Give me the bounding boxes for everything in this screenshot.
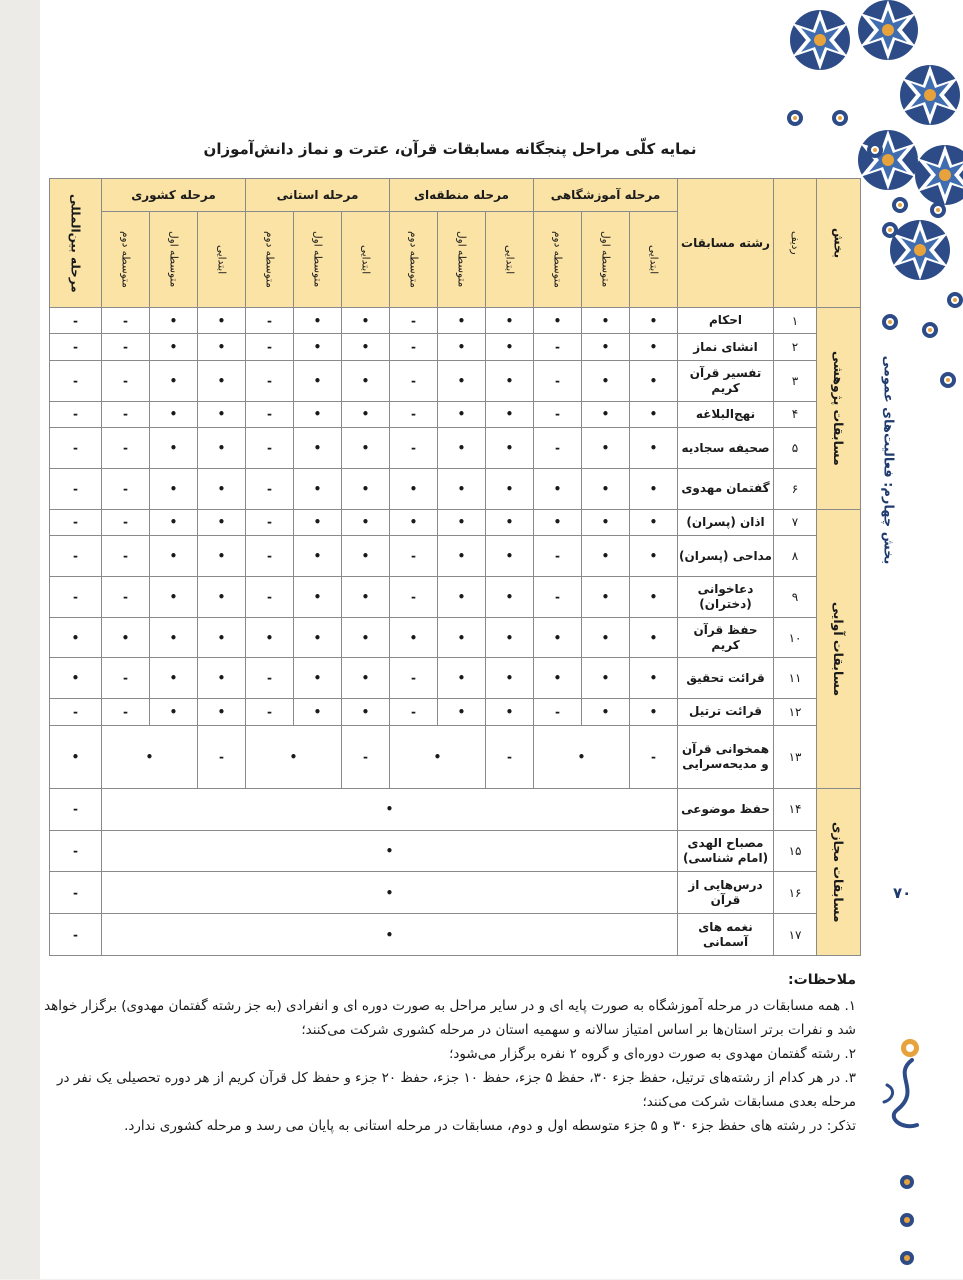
table-cell: • <box>198 617 246 658</box>
table-cell: • <box>342 576 390 617</box>
table-cell: - <box>102 509 150 535</box>
table-cell: • <box>342 617 390 658</box>
table-cell: • <box>582 360 630 401</box>
table-cell: • <box>342 536 390 577</box>
table-cell: • <box>630 428 678 469</box>
table-cell: • <box>150 576 198 617</box>
table-cell: - <box>50 360 102 401</box>
notes-section <box>44 968 856 1138</box>
table-cell: - <box>50 576 102 617</box>
table-cell: - <box>246 658 294 699</box>
table-cell: - <box>246 536 294 577</box>
competition-stages-table <box>49 178 861 956</box>
table-cell: • <box>486 576 534 617</box>
header-field: رشته مسابقات <box>678 179 774 308</box>
table-cell: - <box>390 360 438 401</box>
table-cell: • <box>582 576 630 617</box>
row-number: ۱۴ <box>774 788 817 830</box>
table-cell: • <box>582 536 630 577</box>
table-cell: - <box>246 576 294 617</box>
table-row <box>50 360 861 401</box>
field-name: قرائت ترتیل <box>678 699 774 725</box>
table-cell: • <box>582 658 630 699</box>
table-cell: • <box>246 725 342 788</box>
table-cell: • <box>630 617 678 658</box>
table-cell: • <box>438 536 486 577</box>
table-cell: - <box>534 536 582 577</box>
table-cell: • <box>342 360 390 401</box>
header-level: متوسطه اول <box>150 212 198 308</box>
table-row <box>50 536 861 577</box>
table-cell: - <box>246 509 294 535</box>
table-cell: • <box>198 334 246 360</box>
table-cell: • <box>294 308 342 334</box>
field-name: اذان (پسران) <box>678 509 774 535</box>
table-cell: • <box>342 658 390 699</box>
table-cell: • <box>198 401 246 427</box>
table-cell: • <box>150 334 198 360</box>
table-cell: • <box>342 509 390 535</box>
table-cell: - <box>534 428 582 469</box>
merged-stage-cell: • <box>102 830 678 872</box>
table-cell: - <box>246 699 294 725</box>
table-cell: - <box>50 830 102 872</box>
table-cell: - <box>50 536 102 577</box>
section-vocal: مسابقات آوایی <box>817 509 861 788</box>
header-level: متوسطه اول <box>582 212 630 308</box>
table-cell: - <box>390 576 438 617</box>
table-cell: • <box>150 699 198 725</box>
table-cell: • <box>150 509 198 535</box>
table-row <box>50 401 861 427</box>
table-cell: • <box>198 576 246 617</box>
table-cell: • <box>390 725 486 788</box>
section-side-title: بخش چهارم: فعالیت‌های عمومی <box>880 355 896 565</box>
table-cell: • <box>486 536 534 577</box>
table-cell: - <box>50 468 102 509</box>
table-cell: • <box>582 617 630 658</box>
table-cell: - <box>390 334 438 360</box>
header-row-number: ردیف <box>774 179 817 308</box>
table-row <box>50 428 861 469</box>
table-cell: - <box>50 699 102 725</box>
merged-stage-cell: • <box>102 872 678 914</box>
table-cell: • <box>294 658 342 699</box>
table-cell: - <box>534 576 582 617</box>
table-cell: • <box>630 468 678 509</box>
table-cell: - <box>486 725 534 788</box>
table-cell: • <box>534 509 582 535</box>
table-cell: • <box>582 401 630 427</box>
table-cell: • <box>150 428 198 469</box>
note-2: ۲. رشته گفتمان مهدوی به صورت دوره‌ای و گروه ۲ نفره برگزار می‌شود؛ <box>449 1046 856 1062</box>
table-row <box>50 725 861 788</box>
table-cell: - <box>102 658 150 699</box>
table-cell: • <box>630 401 678 427</box>
table-cell: - <box>102 401 150 427</box>
table-row <box>50 509 861 535</box>
table-cell: - <box>246 360 294 401</box>
table-cell: • <box>438 360 486 401</box>
header-level: متوسطه دوم <box>534 212 582 308</box>
table-cell: • <box>534 308 582 334</box>
table-cell: • <box>486 658 534 699</box>
table-cell: - <box>246 401 294 427</box>
table-cell: • <box>582 509 630 535</box>
header-section: بخش <box>817 179 861 308</box>
table-cell: - <box>50 401 102 427</box>
table-cell: - <box>534 401 582 427</box>
table-cell: - <box>50 334 102 360</box>
section-virtual: مسابقات مجازی <box>817 788 861 955</box>
table-cell: • <box>342 401 390 427</box>
table-cell: • <box>630 509 678 535</box>
table-cell: • <box>486 468 534 509</box>
table-cell: - <box>102 699 150 725</box>
row-number: ۱ <box>774 308 817 334</box>
table-cell: • <box>294 428 342 469</box>
table-cell: • <box>486 428 534 469</box>
page-title: نمایه کلّی مراحل پنجگانه مسابقات قرآن، عترت و نماز دانش‌آموزان <box>203 140 697 158</box>
merged-stage-cell: • <box>102 914 678 956</box>
table-cell: • <box>582 699 630 725</box>
side-dots-decoration <box>895 1170 925 1280</box>
table-cell: • <box>294 360 342 401</box>
table-cell: • <box>438 308 486 334</box>
table-cell: • <box>390 468 438 509</box>
table-row <box>50 914 861 956</box>
page-number: ۷۰ <box>893 884 912 902</box>
row-number: ۱۶ <box>774 872 817 914</box>
brand-logo <box>872 1030 932 1140</box>
table-row <box>50 830 861 872</box>
table-cell: • <box>198 536 246 577</box>
table-cell: - <box>534 360 582 401</box>
table-cell: - <box>246 468 294 509</box>
table-row <box>50 468 861 509</box>
field-name: مداحی (پسران) <box>678 536 774 577</box>
table-row <box>50 872 861 914</box>
table-cell: • <box>342 699 390 725</box>
table-cell: • <box>294 468 342 509</box>
note-1: ۱. همه مسابقات در مرحله آموزشگاه به صورت پایه ای و در سایر مراحل به صورت دوره ای و انفرادی (به جز رشته گفتمان مهدوی) برگزار خواهد شد و نفرات برتر استان‌ها بر اساس امتیاز سالانه و سهمیه استان در مرحله کشوری شرکت می‌کنند؛ <box>44 998 856 1038</box>
table-cell: • <box>438 428 486 469</box>
table-cell: • <box>294 536 342 577</box>
table-cell: • <box>294 699 342 725</box>
notes-heading: ملاحظات: <box>788 972 856 988</box>
section-research: مسابقات پژوهشی <box>817 308 861 510</box>
table-cell: • <box>342 468 390 509</box>
table-cell: • <box>50 725 102 788</box>
header-level: متوسطه اول <box>294 212 342 308</box>
table-cell: - <box>342 725 390 788</box>
table-cell: • <box>630 699 678 725</box>
table-cell: • <box>630 360 678 401</box>
header-stage-school: مرحله آموزشگاهی <box>534 179 678 212</box>
field-name: نغمه های آسمانی <box>678 914 774 956</box>
table-cell: - <box>390 401 438 427</box>
table-cell: • <box>198 509 246 535</box>
table-cell: • <box>534 468 582 509</box>
table-cell: - <box>50 872 102 914</box>
table-cell: • <box>438 617 486 658</box>
page-gutter <box>0 0 40 1279</box>
table-cell: • <box>486 617 534 658</box>
table-cell: • <box>102 617 150 658</box>
table-cell: • <box>486 308 534 334</box>
table-cell: • <box>390 509 438 535</box>
table-cell: • <box>582 428 630 469</box>
header-level: متوسطه اول <box>438 212 486 308</box>
table-cell: • <box>198 468 246 509</box>
table-cell: • <box>486 360 534 401</box>
table-cell: • <box>438 509 486 535</box>
field-name: حفظ قرآن کریم <box>678 617 774 658</box>
table-cell: • <box>438 658 486 699</box>
field-name: دعاخوانی (دختران) <box>678 576 774 617</box>
table-cell: • <box>630 576 678 617</box>
header-level: ابتدایی <box>630 212 678 308</box>
table-cell: • <box>150 401 198 427</box>
table-cell: • <box>390 617 438 658</box>
field-name: همخوانی قرآن و مدیحه‌سرایی <box>678 725 774 788</box>
header-stage-district: مرحله منطقه‌ای <box>390 179 534 212</box>
field-name: انشای نماز <box>678 334 774 360</box>
row-number: ۹ <box>774 576 817 617</box>
field-name: حفظ موضوعی <box>678 788 774 830</box>
row-number: ۳ <box>774 360 817 401</box>
table-cell: - <box>50 914 102 956</box>
table-cell: - <box>198 725 246 788</box>
table-cell: - <box>534 334 582 360</box>
field-name: قرائت تحقیق <box>678 658 774 699</box>
table-cell: • <box>198 428 246 469</box>
table-cell: • <box>150 617 198 658</box>
row-number: ۸ <box>774 536 817 577</box>
table-cell: • <box>438 401 486 427</box>
table-cell: - <box>390 658 438 699</box>
table-cell: • <box>246 617 294 658</box>
table-row <box>50 308 861 334</box>
table-cell: - <box>50 788 102 830</box>
table-cell: • <box>534 617 582 658</box>
field-name: صحیفه سجادیه <box>678 428 774 469</box>
table-cell: • <box>294 617 342 658</box>
table-cell: • <box>198 360 246 401</box>
table-cell: - <box>246 428 294 469</box>
row-number: ۶ <box>774 468 817 509</box>
header-level: ابتدایی <box>198 212 246 308</box>
merged-stage-cell: • <box>102 788 678 830</box>
table-cell: - <box>102 468 150 509</box>
table-cell: • <box>294 401 342 427</box>
table-cell: • <box>342 308 390 334</box>
table-cell: - <box>390 699 438 725</box>
table-cell: - <box>390 536 438 577</box>
table-cell: - <box>102 428 150 469</box>
table-cell: • <box>102 725 198 788</box>
table-cell: • <box>630 536 678 577</box>
header-stage-province: مرحله استانی <box>246 179 390 212</box>
table-cell: - <box>246 308 294 334</box>
row-number: ۷ <box>774 509 817 535</box>
table-cell: - <box>390 428 438 469</box>
table-cell: • <box>630 308 678 334</box>
table-cell: • <box>486 401 534 427</box>
table-cell: • <box>486 509 534 535</box>
table-cell: - <box>102 536 150 577</box>
table-cell: • <box>438 334 486 360</box>
note-3: ۳. در هر کدام از رشته‌های ترتیل، حفظ جزء ۳۰، حفظ ۵ جزء، حفظ ۱۰ جزء، حفظ ۲۰ جزء و حفظ کل قرآن کریم از هر دوره تحصیلی یک نفر در مرحله بعدی مسابقات شرکت می‌کنند؛ <box>57 1070 856 1110</box>
table-cell: • <box>294 334 342 360</box>
table-cell: • <box>342 428 390 469</box>
table-cell: • <box>342 334 390 360</box>
table-cell: • <box>486 334 534 360</box>
table-cell: • <box>294 509 342 535</box>
table-cell: - <box>102 308 150 334</box>
table-row <box>50 788 861 830</box>
table-cell: - <box>50 308 102 334</box>
table-cell: • <box>534 658 582 699</box>
table-cell: - <box>246 334 294 360</box>
table-row <box>50 334 861 360</box>
table-cell: • <box>198 308 246 334</box>
header-level: ابتدایی <box>342 212 390 308</box>
table-row <box>50 576 861 617</box>
table-cell: • <box>582 308 630 334</box>
row-number: ۴ <box>774 401 817 427</box>
row-number: ۱۱ <box>774 658 817 699</box>
row-number: ۵ <box>774 428 817 469</box>
row-number: ۱۳ <box>774 725 817 788</box>
table-row <box>50 699 861 725</box>
table-cell: • <box>582 468 630 509</box>
field-name: گفتمان مهدوی <box>678 468 774 509</box>
table-cell: • <box>150 360 198 401</box>
field-name: مصباح الهدی (امام شناسی) <box>678 830 774 872</box>
table-cell: - <box>102 334 150 360</box>
table-cell: • <box>486 699 534 725</box>
row-number: ۱۲ <box>774 699 817 725</box>
table-cell: - <box>630 725 678 788</box>
table-cell: • <box>534 725 630 788</box>
table-row <box>50 617 861 658</box>
row-number: ۲ <box>774 334 817 360</box>
row-number: ۱۵ <box>774 830 817 872</box>
table-cell: • <box>198 699 246 725</box>
table-cell: • <box>150 536 198 577</box>
table-cell: • <box>582 334 630 360</box>
field-name: درس‌هایی از قرآن <box>678 872 774 914</box>
table-cell: • <box>438 576 486 617</box>
table-row <box>50 658 861 699</box>
header-stage-national: مرحله کشوری <box>102 179 246 212</box>
table-cell: • <box>438 468 486 509</box>
table-cell: • <box>294 576 342 617</box>
table-cell: • <box>630 658 678 699</box>
table-cell: • <box>438 699 486 725</box>
header-level: متوسطه دوم <box>102 212 150 308</box>
table-cell: • <box>50 658 102 699</box>
table-cell: - <box>50 428 102 469</box>
table-cell: • <box>150 308 198 334</box>
table-cell: • <box>150 658 198 699</box>
table-cell: - <box>102 576 150 617</box>
table-cell: - <box>102 360 150 401</box>
field-name: نهج‌البلاغه <box>678 401 774 427</box>
field-name: احکام <box>678 308 774 334</box>
header-stage-international: مرحله بین‌المللی <box>50 179 102 308</box>
header-level: ابتدایی <box>486 212 534 308</box>
table-cell: - <box>50 509 102 535</box>
header-level: متوسطه دوم <box>390 212 438 308</box>
table-cell: - <box>390 308 438 334</box>
header-level: متوسطه دوم <box>246 212 294 308</box>
table-cell: • <box>630 334 678 360</box>
row-number: ۱۷ <box>774 914 817 956</box>
table-cell: - <box>534 699 582 725</box>
field-name: تفسیر قرآن کریم <box>678 360 774 401</box>
row-number: ۱۰ <box>774 617 817 658</box>
table-cell: • <box>198 658 246 699</box>
table-cell: • <box>50 617 102 658</box>
table-cell: • <box>150 468 198 509</box>
note-reminder: تذکر: در رشته های حفظ جزء ۳۰ و ۵ جزء متوسطه اول و دوم، مسابقات در مرحله استانی به پایان می رسد و مرحله کشوری ندارد. <box>124 1118 856 1134</box>
